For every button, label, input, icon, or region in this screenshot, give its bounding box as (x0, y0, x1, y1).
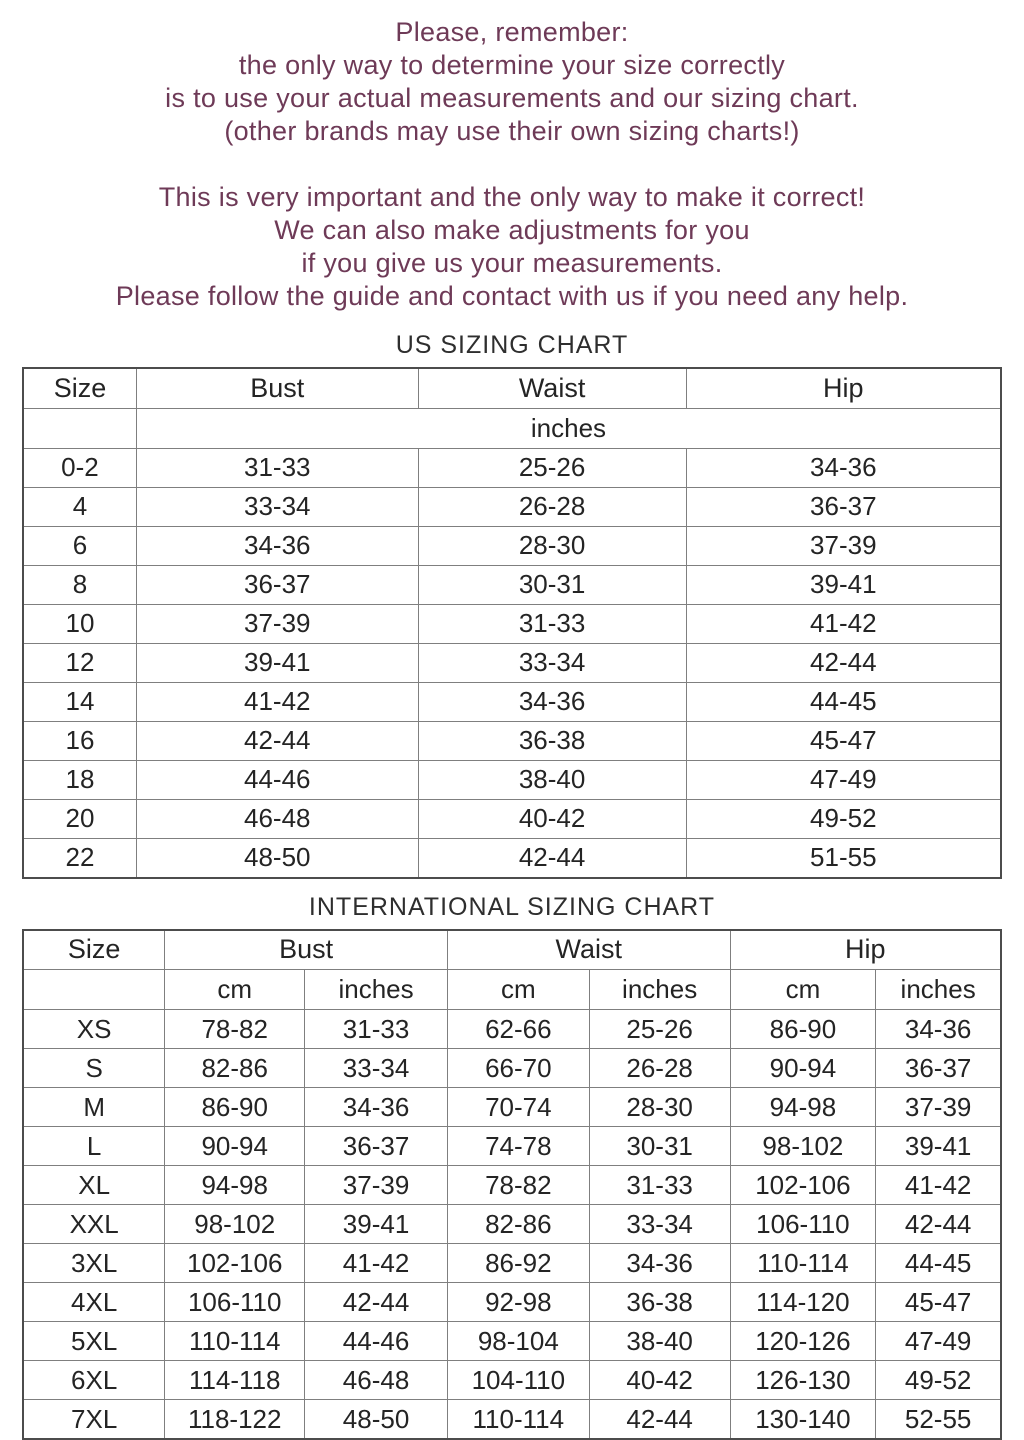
column-header-hip: Hip (730, 930, 1001, 970)
intro-line: Please follow the guide and contact with us if you need any help. (0, 280, 1024, 313)
measurement-cell: 94-98 (165, 1166, 305, 1205)
measurement-cell: 41-42 (686, 604, 1001, 643)
measurement-cell: 28-30 (418, 526, 686, 565)
measurement-cell: 26-28 (589, 1049, 730, 1088)
measurement-cell: 33-34 (418, 643, 686, 682)
measurement-cell: 90-94 (730, 1049, 876, 1088)
measurement-cell: 41-42 (136, 682, 418, 721)
table-row (23, 448, 1001, 487)
size-cell: 4XL (23, 1283, 165, 1322)
unit-label-cell: cm (447, 970, 589, 1010)
table-row (23, 1049, 1001, 1088)
measurement-cell: 48-50 (136, 838, 418, 878)
table-row (23, 721, 1001, 760)
size-cell: 4 (23, 487, 136, 526)
size-cell: 8 (23, 565, 136, 604)
measurement-cell: 104-110 (447, 1361, 589, 1400)
measurement-cell: 94-98 (730, 1088, 876, 1127)
us-sizing-table (22, 367, 1002, 879)
measurement-cell: 66-70 (447, 1049, 589, 1088)
size-cell: 18 (23, 760, 136, 799)
intro-line: We can also make adjustments for you (0, 214, 1024, 247)
measurement-cell: 82-86 (165, 1049, 305, 1088)
size-cell: 22 (23, 838, 136, 878)
unit-label-cell: inches (136, 408, 1001, 448)
intro-line: (other brands may use their own sizing charts!) (0, 115, 1024, 148)
measurement-cell: 34-36 (305, 1088, 448, 1127)
measurement-cell: 42-44 (136, 721, 418, 760)
measurement-cell: 36-37 (305, 1127, 448, 1166)
measurement-cell: 38-40 (589, 1322, 730, 1361)
table-row (23, 1166, 1001, 1205)
measurement-cell: 42-44 (418, 838, 686, 878)
measurement-cell: 33-34 (305, 1049, 448, 1088)
measurement-cell: 34-36 (589, 1244, 730, 1283)
table-row (23, 1127, 1001, 1166)
intro-note (0, 0, 1024, 313)
column-header-bust: Bust (136, 368, 418, 408)
measurement-cell: 46-48 (136, 799, 418, 838)
measurement-cell: 74-78 (447, 1127, 589, 1166)
measurement-cell: 49-52 (686, 799, 1001, 838)
measurement-cell: 34-36 (136, 526, 418, 565)
measurement-cell: 82-86 (447, 1205, 589, 1244)
measurement-cell: 40-42 (589, 1361, 730, 1400)
measurement-cell: 41-42 (305, 1244, 448, 1283)
measurement-cell: 44-45 (686, 682, 1001, 721)
table-row (23, 799, 1001, 838)
measurement-cell: 33-34 (589, 1205, 730, 1244)
measurement-cell: 37-39 (305, 1166, 448, 1205)
measurement-cell: 40-42 (418, 799, 686, 838)
measurement-cell: 98-104 (447, 1322, 589, 1361)
measurement-cell: 34-36 (876, 1010, 1001, 1049)
size-cell: 16 (23, 721, 136, 760)
size-cell: XS (23, 1010, 165, 1049)
measurement-cell: 106-110 (165, 1283, 305, 1322)
size-cell: 5XL (23, 1322, 165, 1361)
table-row (23, 1400, 1001, 1440)
size-cell: 7XL (23, 1400, 165, 1440)
table-row (23, 487, 1001, 526)
unit-label-cell: inches (876, 970, 1001, 1010)
empty-cell (23, 408, 136, 448)
measurement-cell: 37-39 (686, 526, 1001, 565)
intro-line: is to use your actual measurements and our sizing chart. (0, 82, 1024, 115)
measurement-cell: 120-126 (730, 1322, 876, 1361)
measurement-cell: 48-50 (305, 1400, 448, 1440)
measurement-cell: 39-41 (686, 565, 1001, 604)
column-header-waist: Waist (447, 930, 730, 970)
intro-line: the only way to determine your size correctly (0, 49, 1024, 82)
size-cell: L (23, 1127, 165, 1166)
table-row (23, 1088, 1001, 1127)
measurement-cell: 42-44 (876, 1205, 1001, 1244)
measurement-cell: 78-82 (447, 1166, 589, 1205)
measurement-cell: 26-28 (418, 487, 686, 526)
measurement-cell: 90-94 (165, 1127, 305, 1166)
column-header-hip: Hip (686, 368, 1001, 408)
measurement-cell: 36-37 (876, 1049, 1001, 1088)
measurement-cell: 130-140 (730, 1400, 876, 1440)
measurement-cell: 42-44 (686, 643, 1001, 682)
size-cell: 0-2 (23, 448, 136, 487)
table-row (23, 1244, 1001, 1283)
table-row (23, 1010, 1001, 1049)
measurement-cell: 110-114 (165, 1322, 305, 1361)
measurement-cell: 31-33 (418, 604, 686, 643)
measurement-cell: 92-98 (447, 1283, 589, 1322)
measurement-cell: 126-130 (730, 1361, 876, 1400)
measurement-cell: 44-46 (305, 1322, 448, 1361)
measurement-cell: 30-31 (589, 1127, 730, 1166)
measurement-cell: 36-38 (418, 721, 686, 760)
measurement-cell: 86-92 (447, 1244, 589, 1283)
measurement-cell: 51-55 (686, 838, 1001, 878)
table-row (23, 643, 1001, 682)
measurement-cell: 31-33 (589, 1166, 730, 1205)
measurement-cell: 42-44 (589, 1400, 730, 1440)
paragraph-gap (0, 148, 1024, 181)
measurement-cell: 39-41 (136, 643, 418, 682)
column-header-size: Size (23, 930, 165, 970)
table-row (23, 604, 1001, 643)
us-chart-title: US SIZING CHART (0, 329, 1024, 361)
measurement-cell: 33-34 (136, 487, 418, 526)
measurement-cell: 114-118 (165, 1361, 305, 1400)
size-cell: XL (23, 1166, 165, 1205)
measurement-cell: 47-49 (876, 1322, 1001, 1361)
us-unit-row (23, 408, 1001, 448)
size-cell: 14 (23, 682, 136, 721)
size-cell: 10 (23, 604, 136, 643)
measurement-cell: 34-36 (686, 448, 1001, 487)
unit-label-cell: inches (305, 970, 448, 1010)
size-cell: 12 (23, 643, 136, 682)
intro-line: Please, remember: (0, 16, 1024, 49)
measurement-cell: 39-41 (305, 1205, 448, 1244)
measurement-cell: 70-74 (447, 1088, 589, 1127)
measurement-cell: 49-52 (876, 1361, 1001, 1400)
measurement-cell: 47-49 (686, 760, 1001, 799)
table-row (23, 1283, 1001, 1322)
size-cell: S (23, 1049, 165, 1088)
unit-label-cell: inches (589, 970, 730, 1010)
measurement-cell: 110-114 (447, 1400, 589, 1440)
table-row (23, 565, 1001, 604)
size-cell: 20 (23, 799, 136, 838)
table-row (23, 760, 1001, 799)
table-row (23, 1322, 1001, 1361)
size-cell: 6 (23, 526, 136, 565)
measurement-cell: 39-41 (876, 1127, 1001, 1166)
size-cell: XXL (23, 1205, 165, 1244)
column-header-size: Size (23, 368, 136, 408)
measurement-cell: 34-36 (418, 682, 686, 721)
measurement-cell: 78-82 (165, 1010, 305, 1049)
table-row (23, 682, 1001, 721)
measurement-cell: 38-40 (418, 760, 686, 799)
size-cell: 6XL (23, 1361, 165, 1400)
measurement-cell: 36-37 (136, 565, 418, 604)
measurement-cell: 30-31 (418, 565, 686, 604)
measurement-cell: 114-120 (730, 1283, 876, 1322)
measurement-cell: 25-26 (589, 1010, 730, 1049)
size-cell: M (23, 1088, 165, 1127)
measurement-cell: 25-26 (418, 448, 686, 487)
unit-label-cell: cm (730, 970, 876, 1010)
us-header-row (23, 368, 1001, 408)
measurement-cell: 110-114 (730, 1244, 876, 1283)
table-row (23, 526, 1001, 565)
measurement-cell: 36-38 (589, 1283, 730, 1322)
intl-unit-row (23, 970, 1001, 1010)
measurement-cell: 36-37 (686, 487, 1001, 526)
measurement-cell: 45-47 (686, 721, 1001, 760)
measurement-cell: 102-106 (165, 1244, 305, 1283)
measurement-cell: 98-102 (730, 1127, 876, 1166)
measurement-cell: 118-122 (165, 1400, 305, 1440)
table-row (23, 1361, 1001, 1400)
measurement-cell: 106-110 (730, 1205, 876, 1244)
measurement-cell: 52-55 (876, 1400, 1001, 1440)
measurement-cell: 62-66 (447, 1010, 589, 1049)
column-header-waist: Waist (418, 368, 686, 408)
unit-label-cell: cm (165, 970, 305, 1010)
table-row (23, 838, 1001, 878)
column-header-bust: Bust (165, 930, 448, 970)
measurement-cell: 31-33 (136, 448, 418, 487)
measurement-cell: 31-33 (305, 1010, 448, 1049)
intro-line: This is very important and the only way to make it correct! (0, 181, 1024, 214)
measurement-cell: 42-44 (305, 1283, 448, 1322)
international-sizing-table (22, 929, 1002, 1440)
measurement-cell: 44-45 (876, 1244, 1001, 1283)
measurement-cell: 37-39 (876, 1088, 1001, 1127)
intl-chart-title: INTERNATIONAL SIZING CHART (0, 891, 1024, 923)
empty-cell (23, 970, 165, 1010)
table-row (23, 1205, 1001, 1244)
measurement-cell: 37-39 (136, 604, 418, 643)
measurement-cell: 45-47 (876, 1283, 1001, 1322)
measurement-cell: 102-106 (730, 1166, 876, 1205)
size-cell: 3XL (23, 1244, 165, 1283)
measurement-cell: 44-46 (136, 760, 418, 799)
measurement-cell: 46-48 (305, 1361, 448, 1400)
measurement-cell: 41-42 (876, 1166, 1001, 1205)
measurement-cell: 86-90 (165, 1088, 305, 1127)
intl-header-row (23, 930, 1001, 970)
measurement-cell: 98-102 (165, 1205, 305, 1244)
intro-line: if you give us your measurements. (0, 247, 1024, 280)
measurement-cell: 86-90 (730, 1010, 876, 1049)
measurement-cell: 28-30 (589, 1088, 730, 1127)
